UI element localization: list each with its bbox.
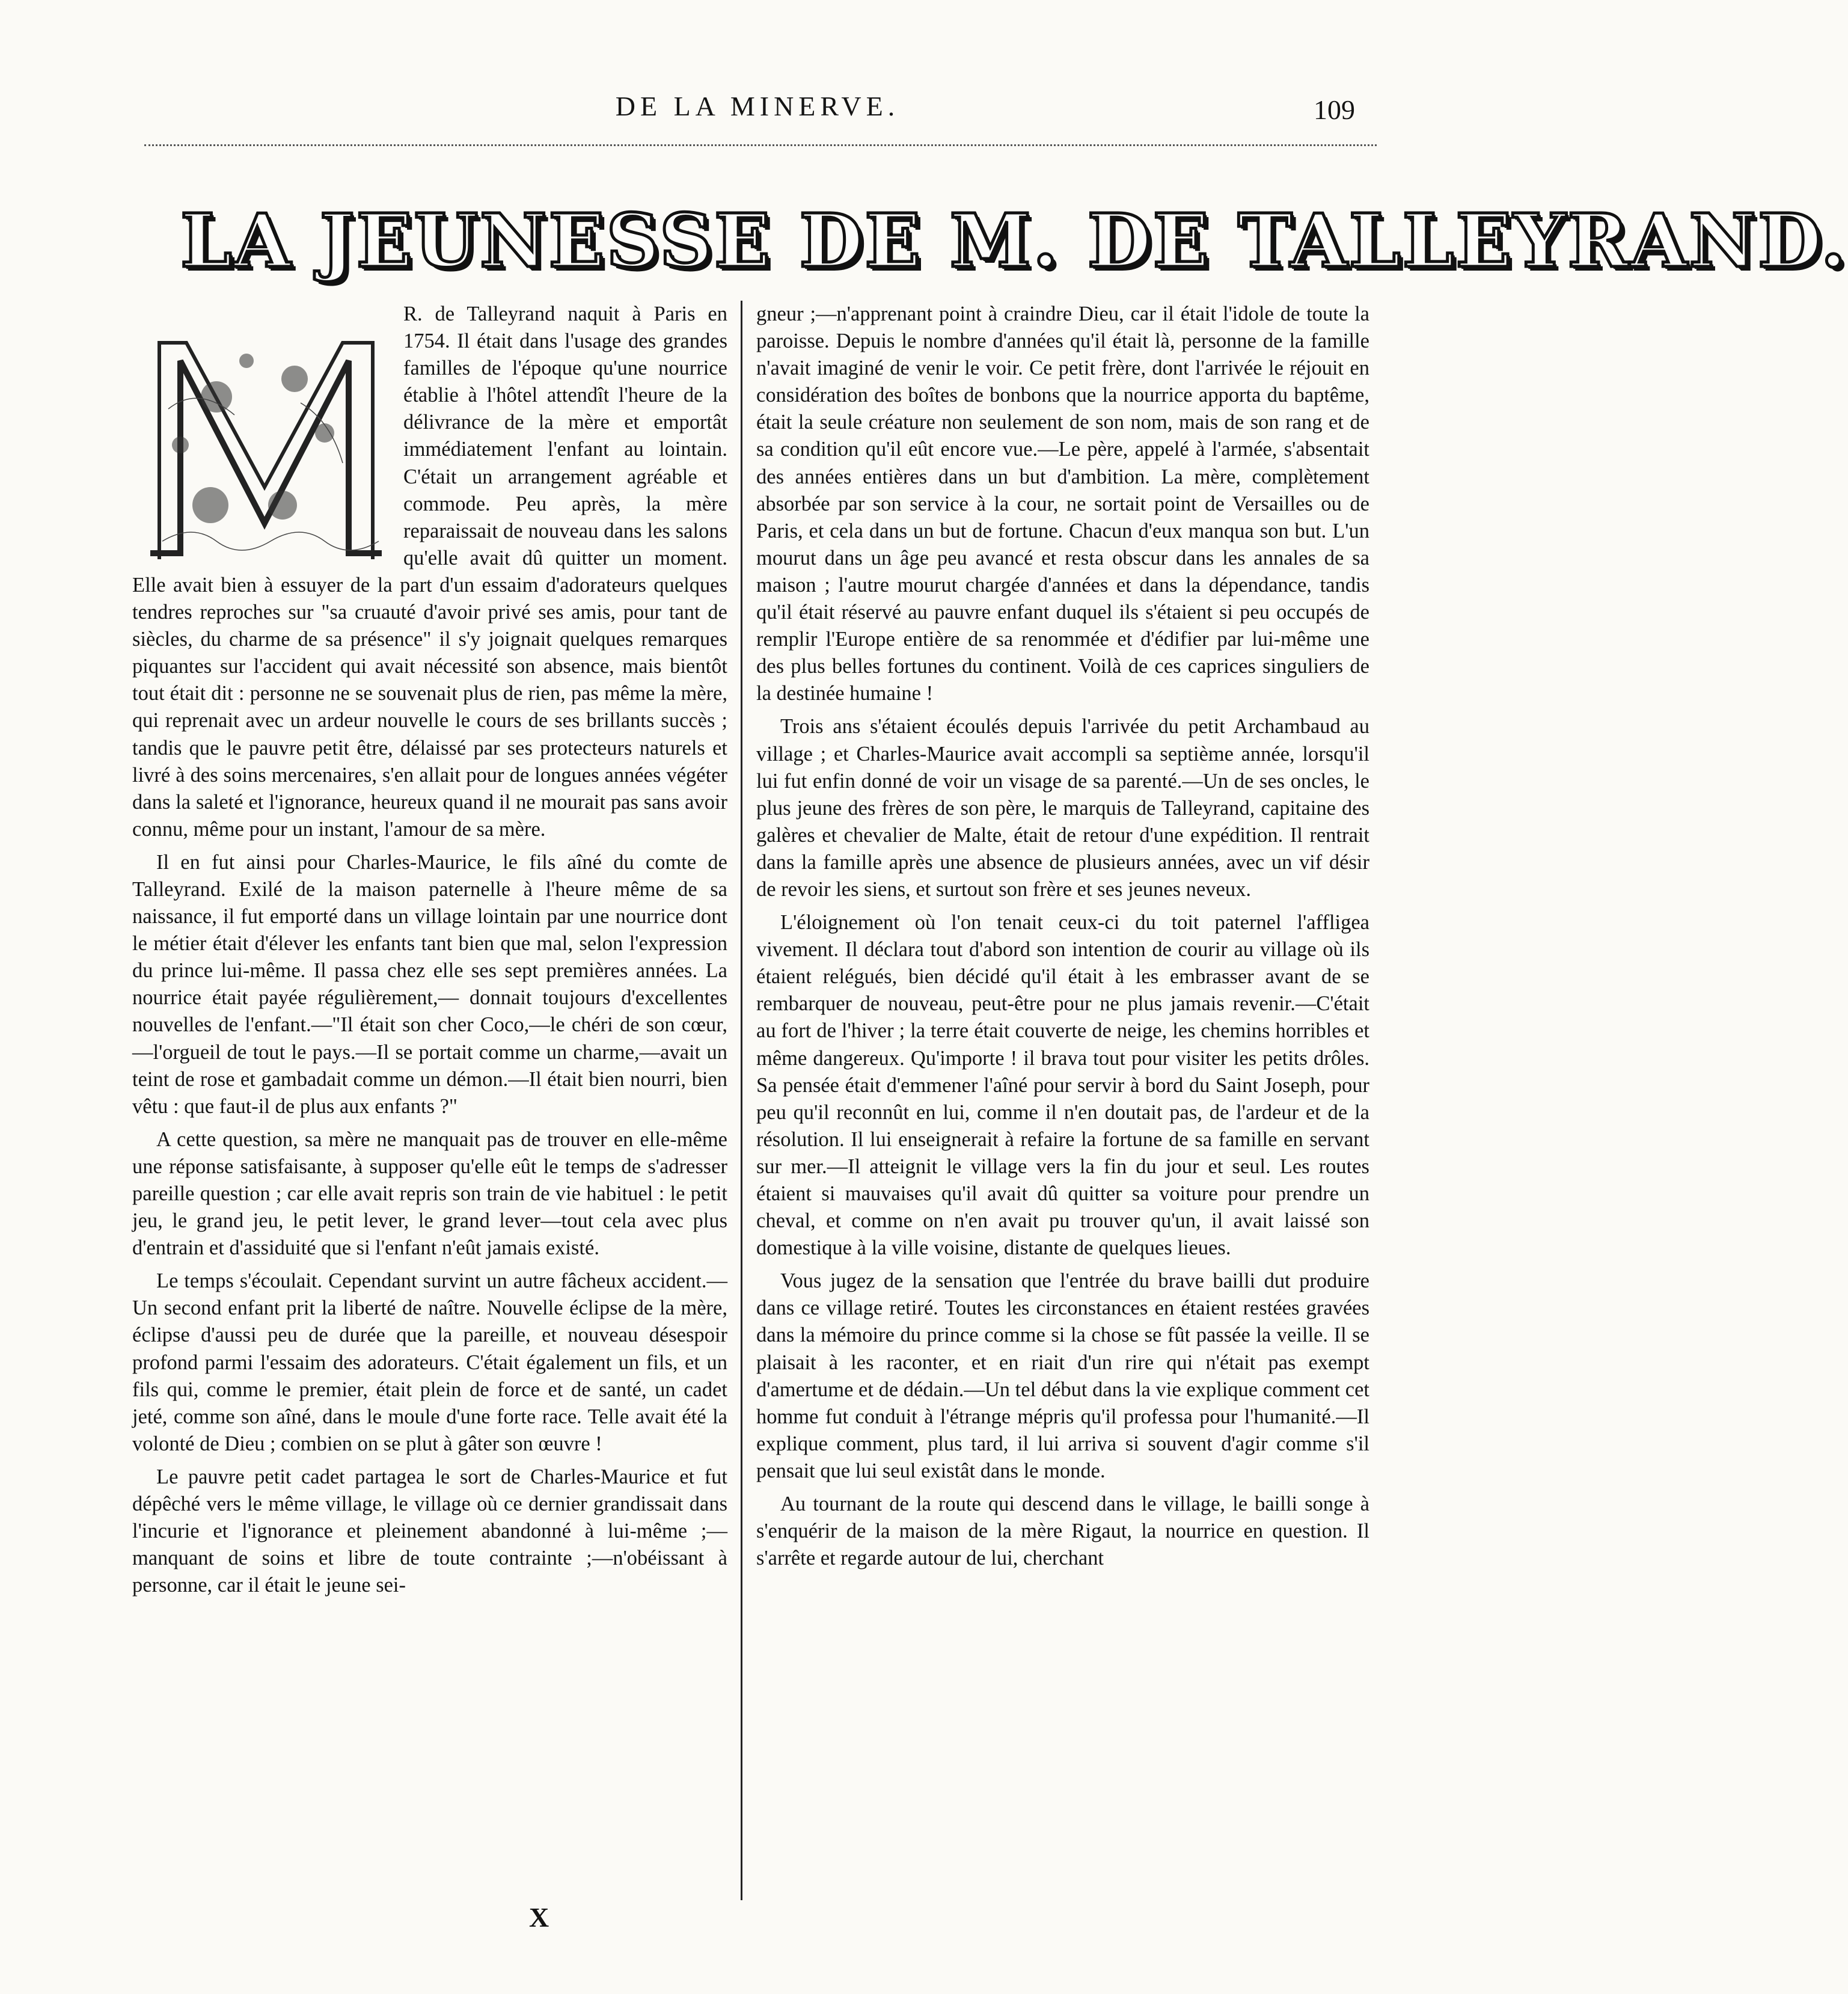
paragraph-8: L'éloignement où l'on tenait ceux-ci du toit paternel l'affligea vivement. Il déclara tout d'abord son intention de courir au village où ils étaient relégués, bien décidé qu'il était à les embrasser avant de se rembarquer de nouveau, peut-être pour ne plus jamais revenir.—C'était au fort de l'hiver ; la terre était couverte de neige, les chemins horribles et même dangereux. Qu'importe ! il brava tout pour visiter les petits drôles. Sa pensée était d'emmener l'aîné pour servir à bord du Saint Joseph, pour peu qu'il reconnût en lui, comme il n'en doutait pas, de l'ardeur et de la résolution. Il lui enseignerait à refaire la fortune de sa famille en servant sur mer.—Il atteignit le village vers la fin du jour et seul. Les routes étaient si mauvaises qu'il avait dû quitter sa voiture pour prendre un cheval, et comme on n'en avait pu trouver qu'un, il avait laissé son domestique à la ville voisine, distante de quelques lieues. — [756, 911, 1369, 1260]
paragraph-1: R. de Talleyrand naquit à Paris en 1754. Il était dans l'usage des grandes familles de l'époque qu'une nourrice établie à l'hôtel attendît l'heure de la délivrance de la mère et emportât immédiatement l'enfant au lointain. C'était un arrangement agréable et commode. Peu après, la mère reparaissait de nouveau dans les salons qu'elle avait dû quitter un moment. Elle avait bien à essuyer de la part d'un essaim d'adorateurs quelques tendres reproches sur "sa cruauté d'avoir privé ses amis, pour tant de siècles, du charme de sa présence" il s'y joignait quelques remarques piquantes sur l'accident qui avait nécessité son absence, mais bientôt tout était dit : personne ne se souvenait plus de rien, pas même la mère, qui reprenait avec un ardeur nouvelle le cours de ses brillants succès ; tandis que le pauvre petit être, délaissé par ses protecteurs naturels et livré à des soins mercenaires, s'en allait pour de longues années végéter dans la saleté et l'ignorance, heureux quand il ne mourait pas sans avoir connu, même pour un instant, l'amour de sa mère. — [132, 302, 727, 841]
initial-ornament-illustration — [144, 325, 388, 562]
paragraph-5: Le pauvre petit cadet partagea le sort de Charles-Maurice et fut dépêché vers le même village, le village où ce dernier grandissait dans l'incurie et l'ignorance et pleinement abandonné à lui-même ;—manquant de soins et libre de toute contrainte ;—n'obéissant à personne, car il était le jeune sei- — [132, 1465, 727, 1597]
right-column — [756, 301, 1369, 1960]
paragraph-4: Le temps s'écoulait. Cependant survint un autre fâcheux accident.—Un second enfant prit la liberté de naître. Nouvelle éclipse de la mère, éclipse d'aussi peu de durée que la pareille, et nouveau désespoir profond parmi l'essaim des adorateurs. C'était également un fils, et un fils qui, comme le premier, était plein de force et de santé, un cadet jeté, comme son aîné, dans le moule d'une forte race. Telle avait été la volonté de Dieu ; combien on se plut à gâter son œuvre ! — [132, 1269, 727, 1455]
paragraph-3: A cette question, sa mère ne manquait pas de trouver en elle-même une réponse satisfaisante, à supposer qu'elle eût le temps de s'adresser pareille question ; car elle avait repris son train de vie habituel : le petit jeu, le grand jeu, le petit lever, le grand lever—tout cela avec plus d'entrain et d'assiduité que si l'enfant n'eût jamais existé. — [132, 1127, 727, 1260]
article-title: LA JEUNESSE DE M. DE TALLEYRAND. — [180, 197, 1848, 284]
running-head — [0, 90, 1484, 132]
running-title: DE LA MINERVE. — [615, 91, 900, 121]
paragraph-10: Au tournant de la route qui descend dans le village, le bailli songe à s'enquérir de la maison de la mère Rigaut, la nourrice en question. Il s'arrête et regarde autour de lui, cherchant — [756, 1492, 1369, 1570]
paragraph-9: Vous jugez de la sensation que l'entrée du brave bailli dut produire dans ce village retiré. Toutes les circonstances en étaient restées gravées dans la mémoire du prince comme si la chose se fût passée la veille. Il se plaisait à les raconter, et en riait d'un rire qui n'était pas exempt d'amertume et de dédain.—Un tel début dans la vie explique comment cet homme fut conduit à l'étrange mépris qu'il professa pour l'humanité.—Il explique comment, plus tard, il lui arriva si souvent d'agir comme s'il pensait que lui seul existât dans le monde. — [756, 1269, 1369, 1482]
decorative-initial-m — [144, 325, 388, 562]
header-rule — [144, 144, 1377, 152]
paragraph-7: Trois ans s'étaient écoulés depuis l'arrivée du petit Archambaud au village ; et Charles-Maurice avait accompli sa septième année, lorsqu'il lui fut enfin donné de voir un visage de sa parenté.—Un de ses oncles, le plus jeune des frères de son père, le marquis de Talleyrand, capitaine des galères et chevalier de Malte, était de retour d'une expédition. Il rentrait dans la famille après une absence de plusieurs années, avec un vif désir de revoir les siens, et surtout son frère et ses jeunes neveux. — [756, 715, 1369, 901]
paragraph-6: gneur ;—n'apprenant point à craindre Dieu, car il était l'idole de toute la paroisse. Depuis le nombre d'années qu'il était là, personne de la famille n'avait imaginé de venir le voir. Ce petit frère, dont l'arrivée le réjouit en considération des boîtes de bonbons que la nourrice apporta du baptême, était la seule créature non seulement de son nom, mais de son rang et de sa condition qu'il eût encore vue.—Le père, appelé à l'armée, s'absentait des années entières dans un but d'ambition. La mère, complètement absorbée par son service à la cour, ne sortait point de Versailles ou de Paris, et cela dans un but de fortune. Chacun d'eux manqua son but. L'un mourut dans un âge peu avancé et resta obscur dans les annales de sa maison ; l'autre mourut chargée d'années et dans la dépendance, tandis qu'il était réservé au pauvre enfant duquel ils s'étaient si peu occupés de remplir l'Europe entière de sa renommée et d'édifier par lui-même une des plus belles fortunes du continent. Voilà de ces caprices singuliers de la destinée humaine ! — [756, 302, 1369, 705]
signature-mark: X — [529, 1902, 549, 1933]
left-column — [132, 301, 727, 1960]
page-number: 109 — [1314, 94, 1355, 125]
paragraph-2: Il en fut ainsi pour Charles-Maurice, le fils aîné du comte de Talleyrand. Exilé de la maison paternelle à l'heure même de sa naissance, il fut emporté dans un village lointain par une nourrice dont le métier était d'élever les enfants tant bien que mal, selon l'expression du prince lui-même. Il passa chez elle ses sept premières années. La nourrice était payée régulièrement,— donnait toujours d'excellentes nouvelles de l'enfant.—"Il était son cher Coco,—le chéri de son cœur,—l'orgueil de tout le pays.—Il se portait comme un charme,—avait un teint de rose et gambadait comme un démon.—Il était bien nourri, bien vêtu : que faut-il de plus aux enfants ?" — [132, 850, 727, 1118]
column-divider — [741, 301, 742, 1900]
